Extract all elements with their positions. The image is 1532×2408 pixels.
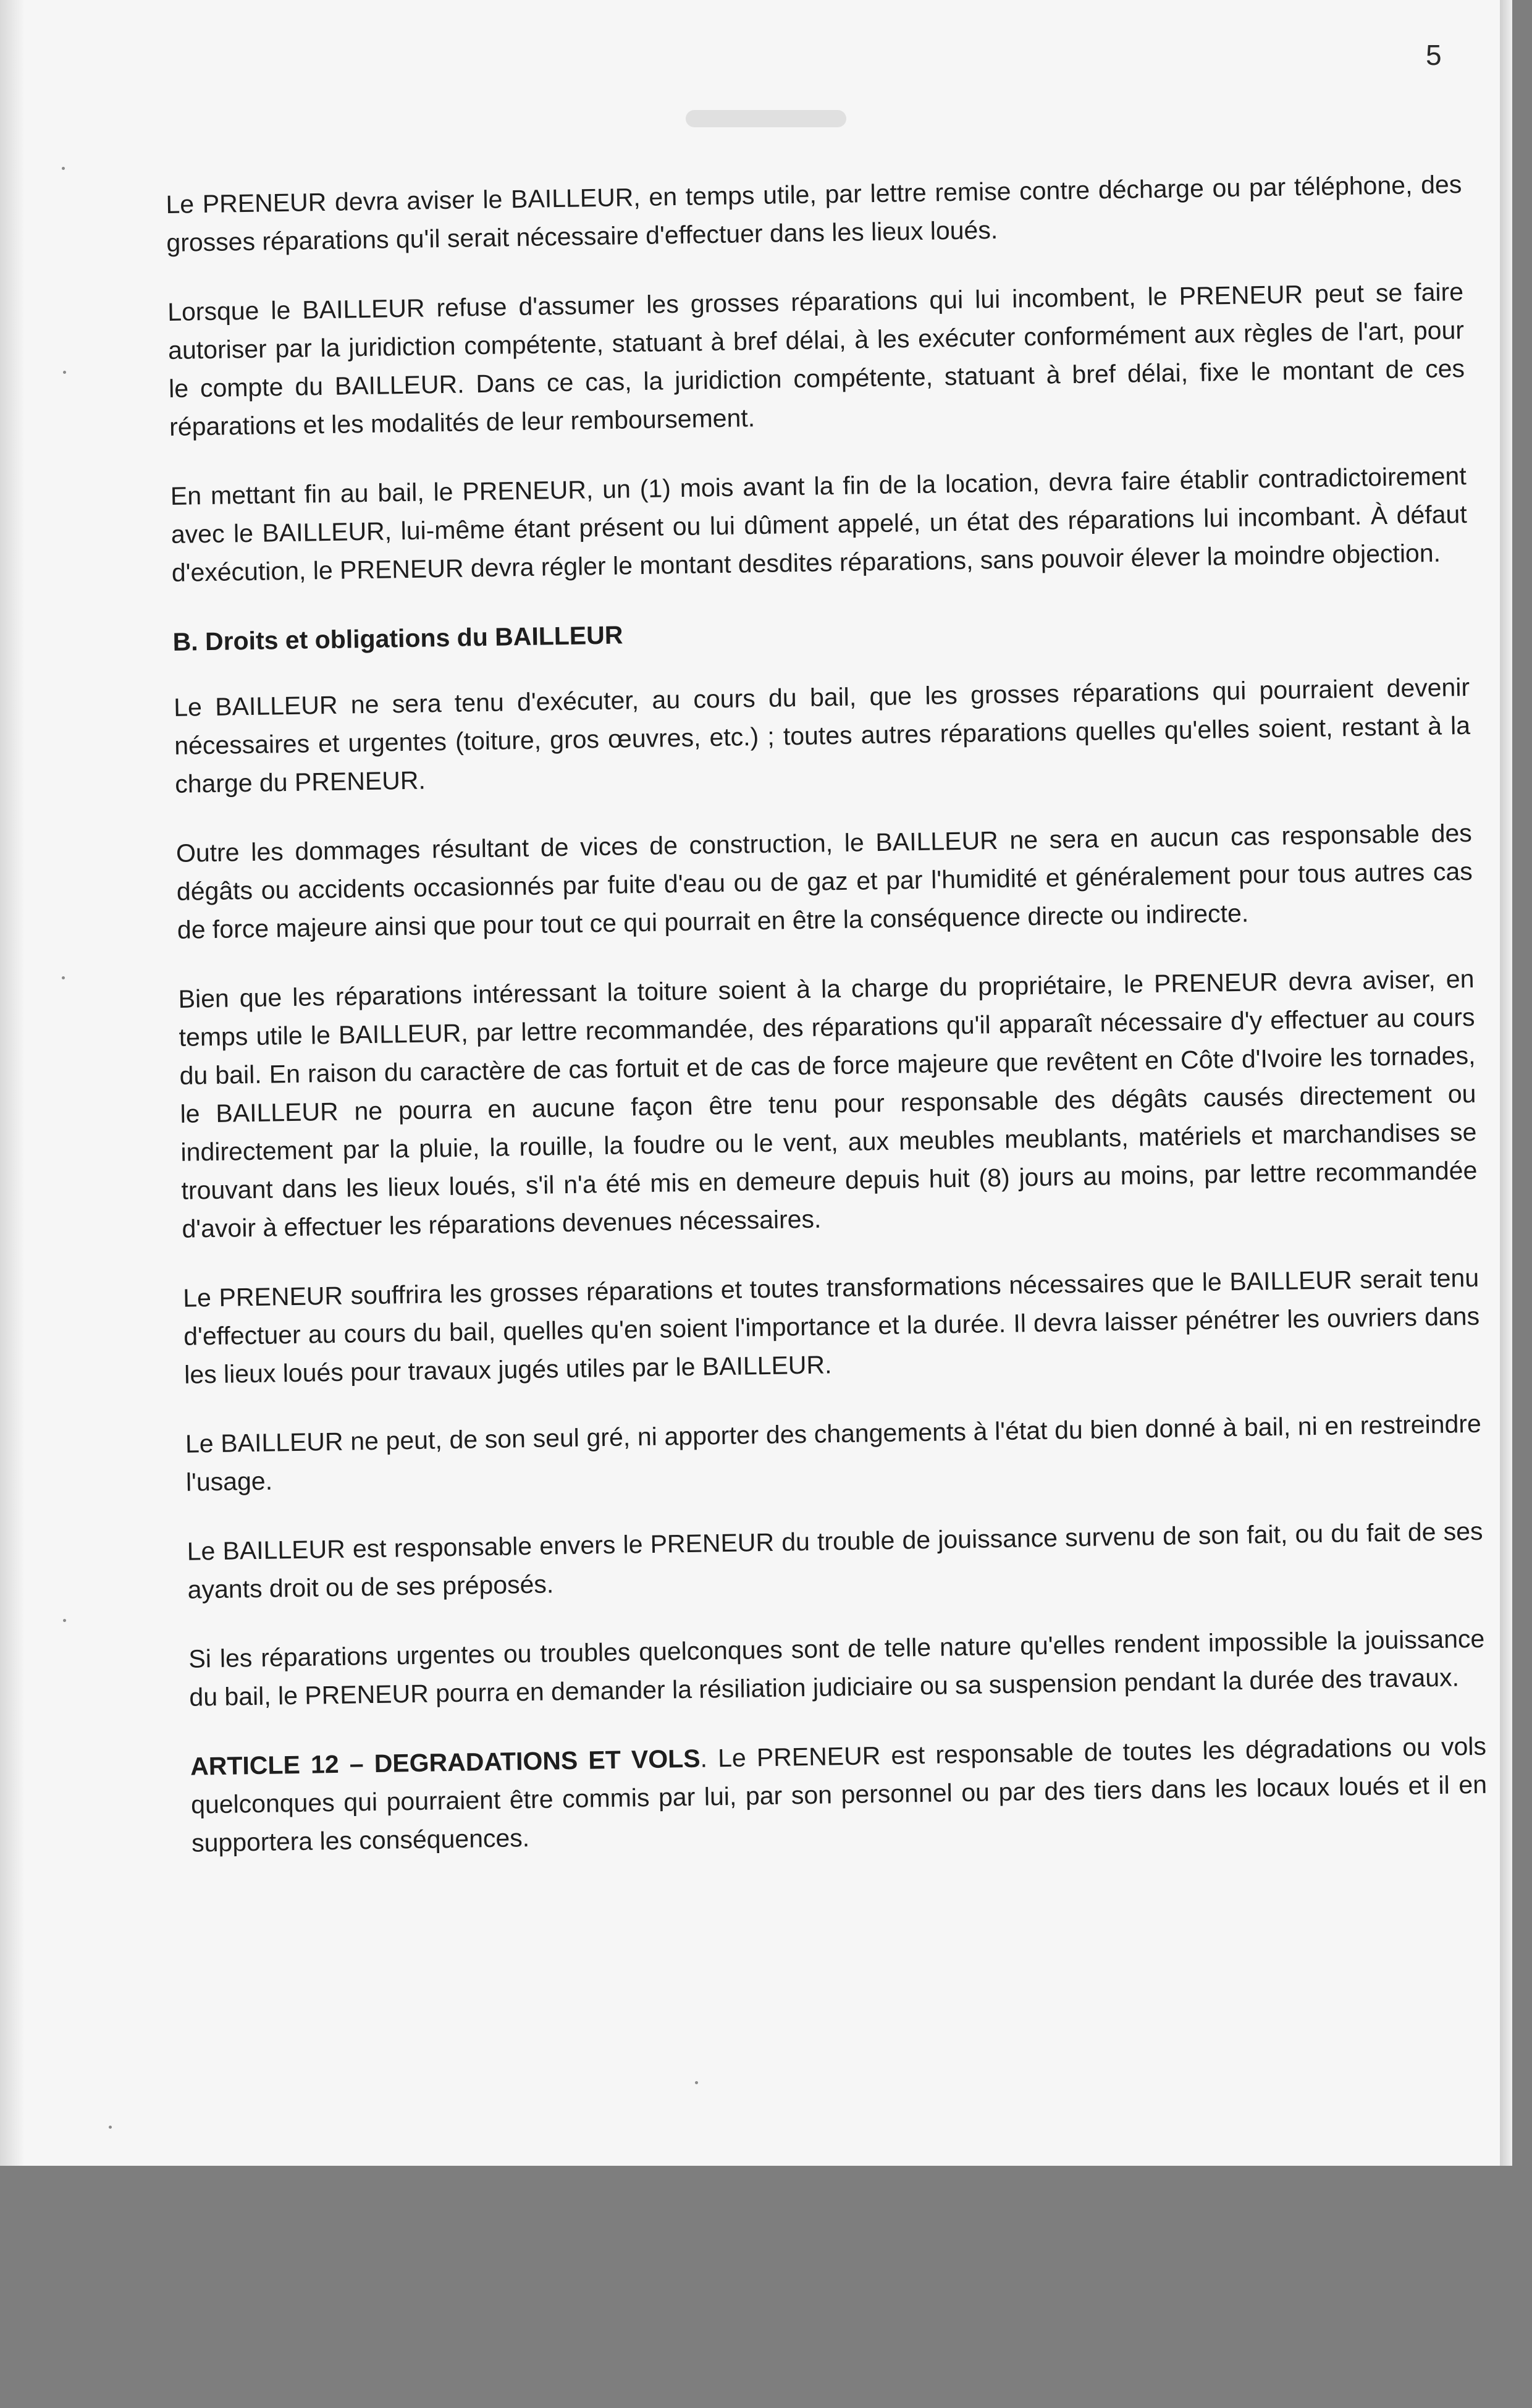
- paragraph-end-of-lease: En mettant fin au bail, le PRENEUR, un (1) mois avant la fin de la location, devra faire établir contradictoirement avec le BAILLEUR, lui-même étant présent ou lui dûment appelé, un état des réparations lui incombant. À défaut d'exécution, le PRENEUR devra régler le montant desdites réparations, sans pouvoir élever la moindre objection.: [170, 461, 1467, 587]
- left-margin-shadow: [0, 0, 25, 2166]
- paragraph-roof-repairs: Bien que les réparations intéressant la toiture soient à la charge du propriétaire, le PRENEUR devra aviser, en temps utile le BAILLEUR, par lettre recommandée, des réparations qu'il apparaît nécessaire d'y effectuer au cours du bail. En raison du caractère de cas fortuit et de cas de force majeure que revêtent en Côte d'Ivoire les tornades, le BAILLEUR ne pourra en aucune façon être tenu pour responsable des dégâts causés directement ou indirectement par la pluie, la rouille, la foudre ou le vent, aux meubles meublants, matériels et marchandises se trouvant dans les lieux loués, s'il n'a été mis en demeure depuis huit (8) jours au moins, par lettre recommandée d'avoir à effectuer les réparations devenues nécessaires.: [178, 964, 1478, 1243]
- paragraph-notice-repairs: Le PRENEUR devra aviser le BAILLEUR, en temps utile, par lettre remise contre décharge ou par téléphone, des grosses réparations qu'il serait nécessaire d'effectuer dans les lieux loués.: [166, 170, 1462, 257]
- faded-stamp-mark: [686, 110, 846, 127]
- article-12-text: . Le PRENEUR est responsable de toutes les dégradations ou vols quelconques qui pourraient être commis par lui, par son personnel ou par des tiers dans les locaux loués et il en supportera les conséquences.: [190, 1731, 1488, 1857]
- paragraph-transformations: Le PRENEUR souffrira les grosses réparations et toutes transformations nécessaires que le BAILLEUR serait tenu d'effectuer au cours du bail, quelles qu'en soient l'importance et la durée. Il devra laisser pénétrer les ouvriers dans les lieux loués pour travaux jugés utiles par le BAILLEUR.: [182, 1263, 1480, 1389]
- section-heading-bailleur: B. Droits et obligations du BAILLEUR: [172, 620, 623, 656]
- scan-speck: [695, 2081, 698, 2084]
- scan-speck: [63, 371, 66, 374]
- paragraph-construction-defects: Outre les dommages résultant de vices de construction, le BAILLEUR ne sera en aucun cas responsable des dégâts ou accidents occasionnés par fuite d'eau ou de gaz et par l'humidité et généralement pour tous autres cas de force majeure ainsi que pour tout ce qui pourrait en être la conséquence directe ou indirecte.: [175, 818, 1473, 944]
- paragraph-responsibility: Le BAILLEUR est responsable envers le PRENEUR du trouble de jouissance survenu de son fait, ou du fait de ses ayants droit ou de ses préposés.: [187, 1516, 1483, 1604]
- page-right-edge: [1500, 0, 1512, 2166]
- scan-speck: [62, 976, 65, 979]
- article-12-title: ARTICLE 12 – DEGRADATIONS ET VOLS: [190, 1744, 701, 1781]
- scan-speck: [109, 2126, 112, 2129]
- paragraph-no-changes: Le BAILLEUR ne peut, de son seul gré, ni apporter des changements à l'état du bien donné à bail, ni en restreindre l'usage.: [185, 1409, 1482, 1497]
- paragraph-article-12: [190, 1727, 1488, 1862]
- paragraph-major-repairs: Le BAILLEUR ne sera tenu d'exécuter, au cours du bail, que les grosses réparations qui pourraient devenir nécessaires et urgentes (toiture, gros œuvres, etc.) ; toutes autres réparations quelles qu'elles soient, restant à la charge du PRENEUR.: [173, 672, 1471, 798]
- scan-speck: [63, 1619, 66, 1622]
- page-number: 5: [1426, 39, 1442, 71]
- scan-speck: [62, 167, 65, 170]
- paragraph-court-authorization: Lorsque le BAILLEUR refuse d'assumer les grosses réparations qui lui incombent, le PRENEUR peut se faire autoriser par la juridiction compétente, statuant à bref délai, à les exécuter conformément aux règles de l'art, pour le compte du BAILLEUR. Dans ce cas, la juridiction compétente, statuant à bref délai, fixe le montant de ces réparations et les modalités de leur remboursement.: [167, 277, 1465, 441]
- paragraph-urgent-repairs: Si les réparations urgentes ou troubles quelconques sont de telle nature qu'elles rendent impossible la jouissance du bail, le PRENEUR pourra en demander la résiliation judiciaire ou sa suspension pendant la durée des travaux.: [188, 1624, 1485, 1712]
- document-body: [166, 165, 1488, 1893]
